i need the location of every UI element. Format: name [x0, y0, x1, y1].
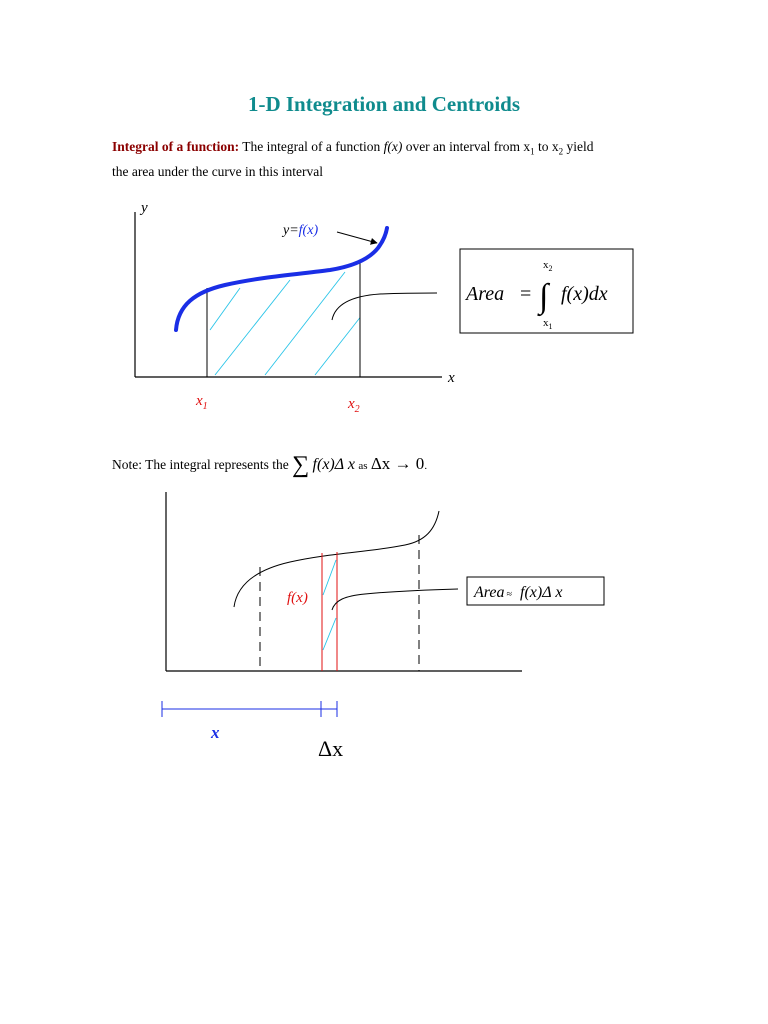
note-limit: Δx → 0: [370, 454, 425, 473]
page-title: 1-D Integration and Centroids: [247, 92, 521, 116]
intro-x1: x: [523, 139, 531, 154]
fig1-curve-label: y=f(x): [283, 223, 319, 238]
figure-1: [135, 200, 633, 415]
fig1-x1-tick: $x_1$: [196, 393, 208, 412]
intro-text-1: The integral of a function: [239, 139, 384, 154]
fig2-formula: Area ≈ f(x)Δ x: [474, 584, 563, 601]
note-prefix: Note: The integral represents the: [112, 457, 293, 472]
figure-2: [162, 492, 604, 761]
fig2-fx-label: f(x): [287, 590, 308, 606]
fig1-curve-arrow: [337, 232, 377, 243]
note-period: .: [424, 460, 428, 472]
fig1-leader: [332, 293, 437, 320]
fig1-curve: [176, 228, 387, 330]
integral-sign: ∫: [539, 278, 549, 315]
fig1-x-label: x: [448, 370, 455, 386]
intro-x2-sub: 2: [558, 146, 564, 157]
intro-fx: f(x): [383, 139, 403, 154]
formula-area: Area: [466, 283, 505, 305]
intro-x1-sub: 1: [530, 146, 535, 157]
intro-text-2: over an interval from: [402, 139, 524, 154]
formula-lower-limit: $x_1$: [543, 317, 553, 331]
fig2-dx-label: Δx: [318, 736, 344, 761]
intro-text-3: to: [534, 139, 552, 154]
sum-sign: ∑: [292, 452, 310, 478]
intro-line-2: the area under the curve in this interval: [112, 163, 324, 179]
formula-integrand: f(x)dx: [561, 283, 608, 305]
formula-upper-limit: $x_2$: [543, 259, 553, 273]
intro-x2: x: [551, 139, 559, 154]
fig1-y-label: y: [141, 200, 148, 216]
note-as: as: [358, 460, 368, 472]
note-sum-expr: f(x)Δ x: [312, 456, 355, 473]
fig2-leader: [332, 589, 458, 610]
fig1-x2-tick: $x_2$: [348, 396, 360, 415]
fig1-hatch: [210, 272, 362, 375]
intro-lead: Integral of a function:: [112, 139, 240, 154]
formula-equals: =: [520, 283, 532, 305]
intro-text-4: yield: [563, 139, 594, 154]
fig2-x-label: x: [211, 723, 220, 742]
